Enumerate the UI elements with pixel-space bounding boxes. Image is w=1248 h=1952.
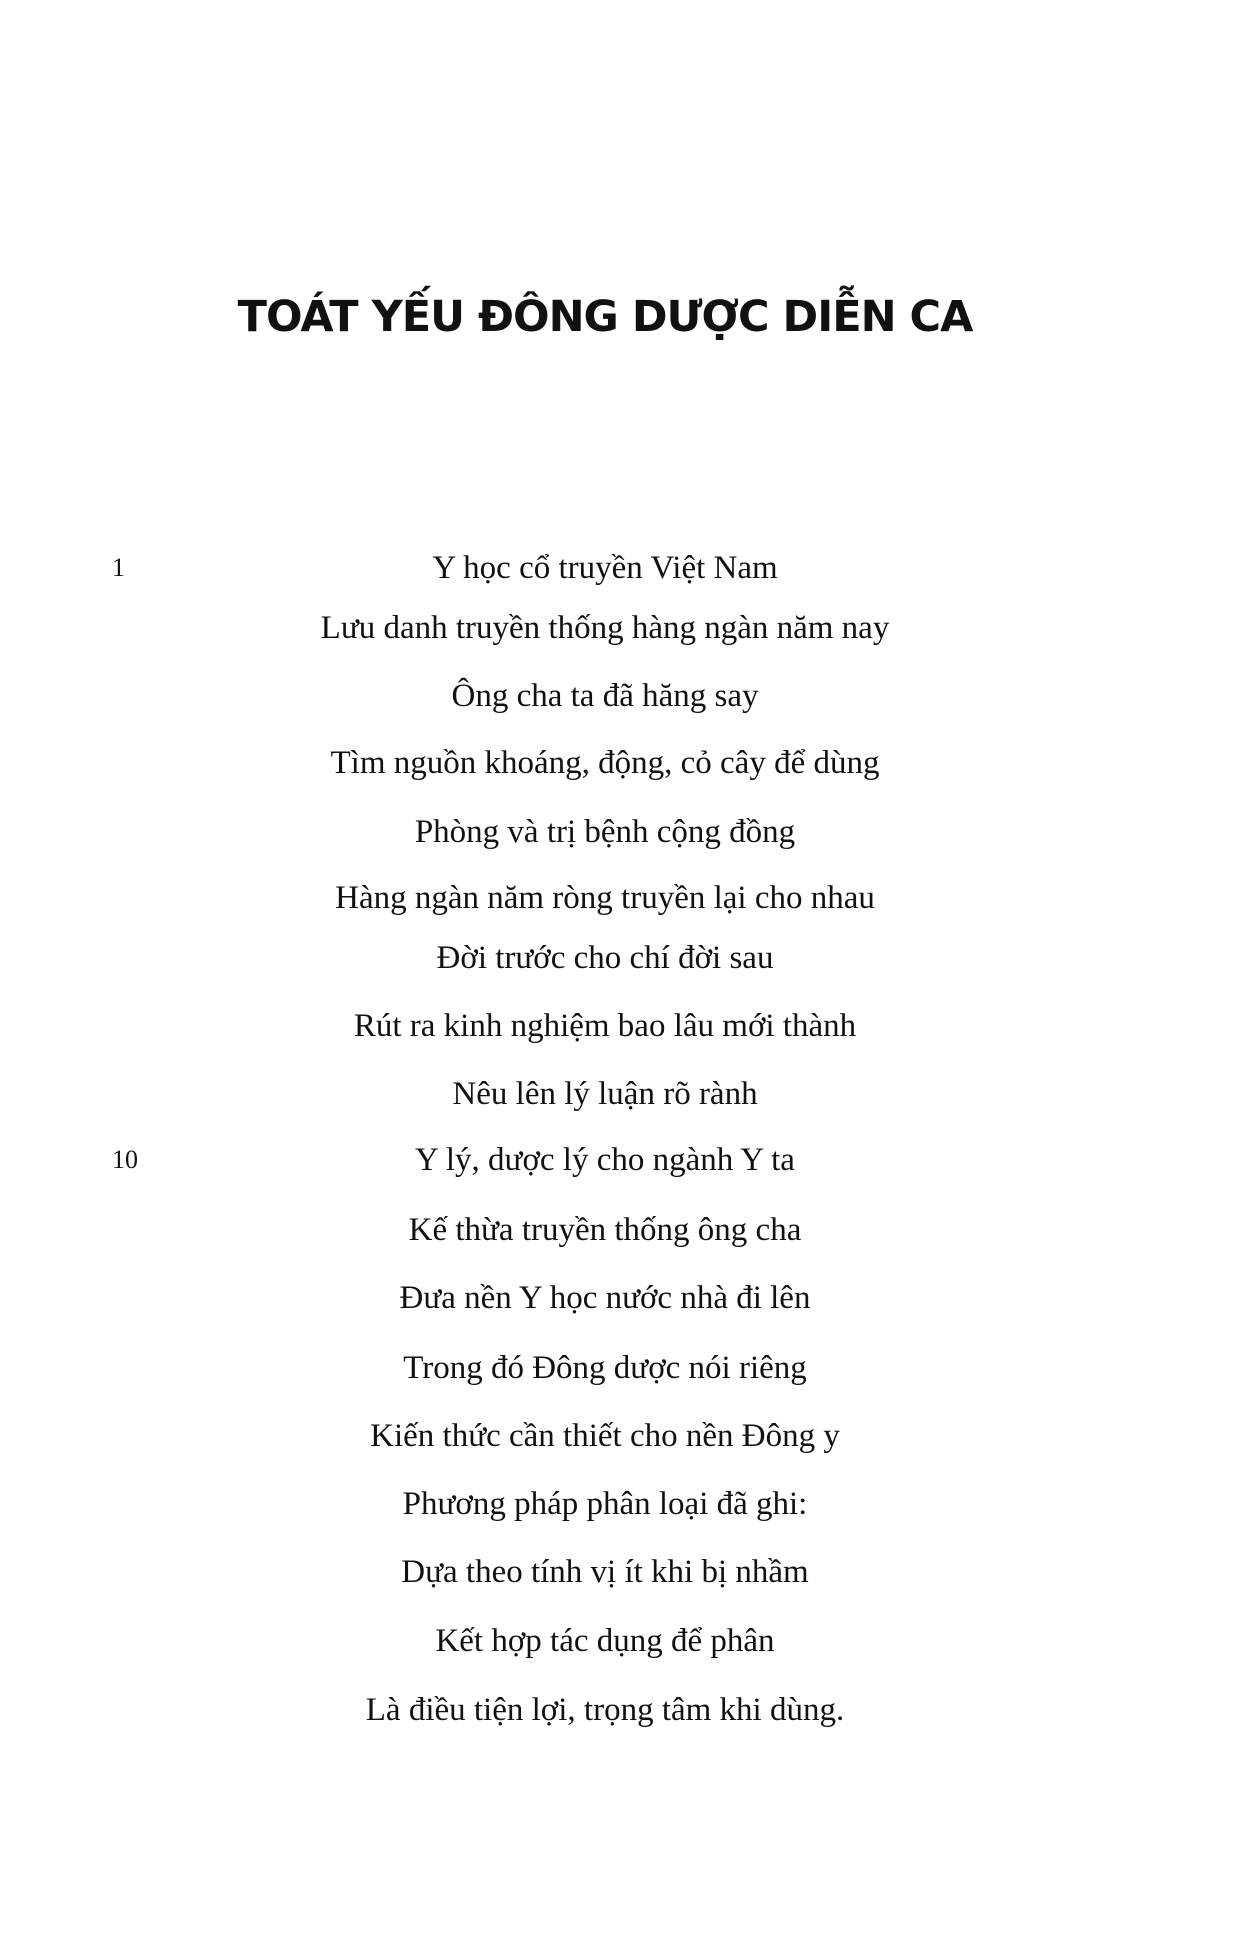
poem-line: Phương pháp phân loại đã ghi: (402, 1486, 808, 1522)
poem-line: Tìm nguồn khoáng, động, cỏ cây để dùng (330, 745, 880, 781)
poem-line: Dựa theo tính vị ít khi bị nhầm (401, 1554, 809, 1590)
poem-line: Ông cha ta đã hăng say (451, 678, 759, 714)
poem-line: Trong đó Đông dược nói riêng (403, 1350, 807, 1386)
poem-line: Y lý, dược lý cho ngành Y ta (415, 1142, 795, 1178)
line-number-1: 1 (112, 553, 125, 582)
poem-line: Lưu danh truyền thống hàng ngàn năm nay (320, 610, 890, 646)
poem-line: Phòng và trị bệnh cộng đồng (414, 814, 796, 850)
poem-line: Kế thừa truyền thống ông cha (408, 1212, 802, 1248)
poem-line: Kiến thức cần thiết cho nền Đông y (370, 1418, 840, 1454)
line-number-10: 10 (112, 1145, 138, 1174)
poem-line: Y học cổ truyền Việt Nam (432, 550, 778, 586)
poem-line: Hàng ngàn năm ròng truyền lại cho nhau (335, 880, 875, 916)
page-title: TOÁT YẾU ĐÔNG DƯỢC DIỄN CA (237, 292, 973, 342)
poem-line: Là điều tiện lợi, trọng tâm khi dùng. (365, 1692, 845, 1728)
poem-line: Đời trước cho chí đời sau (436, 940, 774, 976)
poem-line: Đưa nền Y học nước nhà đi lên (399, 1280, 811, 1316)
poem-line: Nêu lên lý luận rõ rành (452, 1076, 758, 1112)
poem-line: Rút ra kinh nghiệm bao lâu mới thành (353, 1008, 857, 1044)
poem-line: Kết hợp tác dụng để phân (435, 1623, 775, 1659)
